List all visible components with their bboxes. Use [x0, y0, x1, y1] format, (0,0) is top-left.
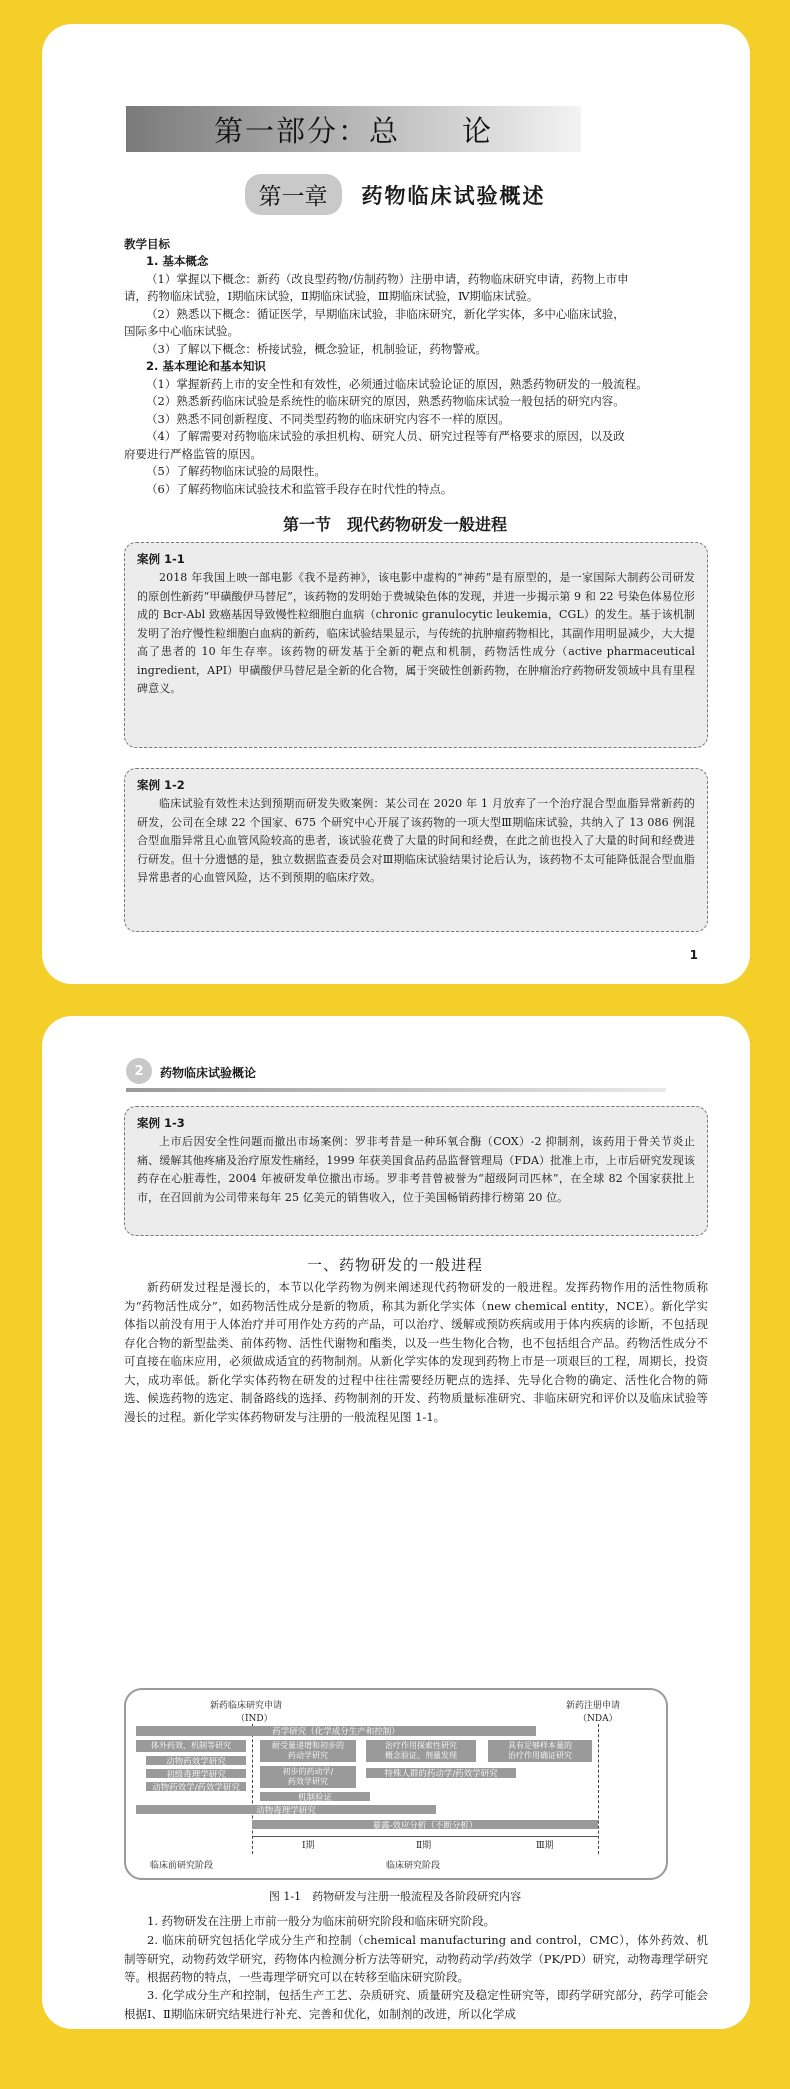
bar-pharma: 药学研究（化学成分生产和控制）: [136, 1726, 536, 1736]
objective-line: （1）掌握以下概念：新药（改良型药物/仿制药物）注册申请，药物临床研究申请，药物上市申: [146, 272, 629, 286]
bar-tox: 初级毒理学研究: [146, 1769, 246, 1778]
page-number: 1: [689, 948, 698, 962]
box-phase3: 具有足够样本量的 治疗作用确证研究: [488, 1740, 592, 1762]
bar-exposure: 暴露-效应分析（不断分析）: [252, 1820, 598, 1829]
case-title: 案例 1-3: [137, 1116, 185, 1130]
nda-divider: [598, 1724, 599, 1854]
list-item: 3. 化学成分生产和控制，包括生产工艺、杂质研究、质量研究及稳定性研究等，即药学研究部分，药学可能会根据Ⅰ、Ⅱ期临床研究结果进行补充、完善和优化，如制剂的改进，所以化学成: [124, 1988, 708, 2021]
case-text: 上市后因安全性问题而撤出市场案例：罗非考昔是一种环氧合酶（COX）-2 抑制剂，该药用于骨关节炎止痛、缓解其他疼痛及治疗原发性痛经，1999 年获美国食品药品监督管理局（FDA）批准上市，上市后研究发现该药存在心脏毒性，2004 年被研发单位撤出市场。罗非考昔曾被誉为“超级阿司匹林”，在全球 82 个国家获批上市，在召回前为公司带来每年 25 亿美元的销售收入，位于美国畅销药排行榜第 20 位。: [137, 1135, 695, 1204]
chapter-heading: [0, 174, 790, 215]
theory-line: （2）熟悉新药临床试验是系统性的临床研究的原因，熟悉药物临床试验一般包括的研究内容。: [146, 394, 625, 408]
theory-line: 府要进行严格监管的原因。: [124, 447, 262, 461]
figure-caption: 图 1-1 药物研发与注册一般流程及各阶段研究内容: [268, 1890, 522, 1903]
list-item: 2. 临床前研究包括化学成分生产和控制（chemical manufacturing and control，CMC），体外药效、机制等研究，动物药效学研究，药物体内检测分析方法等研究，动物药动学/药效学（PK/PD）研究，动物毒理学研究等。根据药物的特点，一些毒理学研究可以在转移至临床研究阶段。: [124, 1933, 708, 1984]
case-box-1-2: [124, 768, 708, 932]
bar-animal-tox: 动物毒理学研究: [136, 1805, 436, 1814]
case-title: 案例 1-1: [137, 552, 185, 566]
objective-line: 国际多中心临床试验。: [124, 324, 239, 338]
basic-concepts-heading: 1. 基本概念: [146, 254, 209, 268]
nda-abbr: （NDA）: [578, 1714, 618, 1724]
case-text: 临床试验有效性未达到预期而研发失败案例：某公司在 2020 年 1 月放弃了一个治疗混合型血脂异常新药的研发，公司在全球 22 个国家、675 个研究中心开展了该药物的一项大型Ⅲ期临床试验，共纳入了 13 086 例混合型血脂异常且心血管风险较高的患者，该试验花费了大量的时间和经费，在此之前也投入了大量的时间和经费进行研发。但十分遗憾的是，独立数据监查委员会对Ⅲ期临床试验结果讨论后认为，该药物不太可能降低混合型血脂异常患者的心血管风险，达不到预期的临床疗效。: [137, 797, 695, 884]
preclinical-stage-label: 临床前研究阶段: [150, 1861, 214, 1871]
bar-pk: 动物药效学研究: [146, 1756, 246, 1765]
ind-divider: [252, 1724, 253, 1854]
theory-line: （3）熟悉不同创新程度、不同类型药物的临床研究内容不一样的原因。: [146, 412, 510, 426]
ind-abbr: （IND）: [236, 1714, 273, 1724]
running-header-number: 2: [126, 1058, 152, 1084]
clinical-stage-label: 临床研究阶段: [386, 1861, 441, 1871]
box-phase1b: 初步的药动学/ 药效学研究: [260, 1766, 356, 1788]
nda-label: 新药注册申请: [566, 1701, 621, 1711]
objectives-heading: 教学目标: [124, 237, 170, 251]
phase-2-label: Ⅱ期: [416, 1841, 432, 1851]
bar-human-pk: 特殊人群的药动学/药效学研究: [366, 1768, 516, 1778]
bar-pkpd: 动物药效学/药效学研究: [146, 1782, 246, 1791]
objective-line: 请，药物临床试验，Ⅰ期临床试验，Ⅱ期临床试验，Ⅲ期临床试验，Ⅳ期临床试验。: [124, 289, 539, 303]
box-phase2: 治疗作用探索性研究 概念验证、剂量发现: [366, 1740, 476, 1762]
case-box-1-3: [124, 1106, 708, 1236]
phase-1-label: Ⅰ期: [302, 1841, 315, 1851]
case-text: 2018 年我国上映一部电影《我不是药神》，该电影中虚构的“神药”是有原型的，是一家国际大制药公司研发的原创性新药“甲磺酸伊马替尼”，该药物的发明始于费城染色体的发现，并进一步揭示第 9 和 22 号染色体易位形成的 Bcr-Abl 致癌基因导致慢性粒细胞白血病（chronic granulocytic leukemia，CGL）的发生。基于该机制发明了治疗慢性粒细胞白血病的新药，临床试验结果显示，与传统的抗肿瘤药物相比，其副作用明显减少，大大提高了患者的 10 年生存率。该药物的研发基于全新的靶点和机制，药物活性成分（active pharmaceutical ingredient，API）甲磺酸伊马替尼是全新的化合物，属于突破性创新药物，在肿瘤治疗药物研发领域中具有里程碑意义。: [137, 571, 695, 695]
header-rule: [126, 1088, 666, 1092]
body-paragraph: 新药研发过程是漫长的，本节以化学药物为例来阐述现代药物研发的一般进程。发挥药物作用的活性物质称为“药物活性成分”，如药物活性成分是新的物质，称其为新化学实体（new chemical entity，NCE）。新化学实体指以前没有用于人体治疗并可用作处方药的产品，可以治疗、缓解或预防疾病或用于体内疾病的诊断，不包括现存化合物的新型盐类、前体药物、活性代谢物和酯类，以及一些生物化合物，也不包括组合产品。药物活性成分不可直接在临床应用，必须做成适宜的药物制剂。从新化学实体的发现到药物上市是一项艰巨的工程，周期长，投资大，成功率低。新化学实体药物在研发的过程中往往需要经历靶点的选择、先导化合物的确定、活性化合物的筛选、候选药物的选定、制备路线的选择、药物制剂的开发、药物质量标准研究、非临床研究和评价以及临床试验等漫长的过程。新化学实体药物研发与注册的一般流程见图 1-1。: [124, 1280, 708, 1424]
objective-line: （2）熟悉以下概念：循证医学，早期临床试验，非临床研究，新化学实体，多中心临床试验，: [146, 307, 625, 321]
chapter-number: 第一章: [245, 174, 342, 215]
objective-line: （3）了解以下概念：桥接试验，概念验证，机制验证，药物警戒。: [146, 342, 487, 356]
list-item: 1. 药物研发在注册上市前一般分为临床前研究阶段和临床研究阶段。: [147, 1914, 496, 1928]
running-header-title: 药物临床试验概论: [160, 1066, 257, 1080]
phase-3-label: Ⅲ期: [536, 1841, 554, 1851]
ind-label: 新药临床研究申请: [210, 1701, 283, 1711]
chapter-title: 药物临床试验概述: [361, 182, 546, 208]
part-title: 第一部分：总 论: [213, 113, 493, 148]
bar-mech: 机制验证: [260, 1792, 370, 1801]
theory-heading: 2. 基本理论和基本知识: [146, 359, 266, 373]
section-title: 第一节 现代药物研发一般进程: [282, 515, 507, 534]
figure-1-1: [124, 1688, 668, 1880]
theory-line: （5）了解药物临床试验的局限性。: [146, 464, 326, 478]
case-title: 案例 1-2: [137, 778, 185, 792]
subsection-title: 一、药物研发的一般进程: [306, 1256, 483, 1274]
theory-line: （4）了解需要对药物临床试验的承担机构、研究人员、研究过程等有严格要求的原因，以及政: [146, 429, 625, 443]
case-box-1-1: [124, 542, 708, 748]
phase-axis: [252, 1836, 598, 1837]
theory-line: （6）了解药物临床试验技术和监管手段存在时代性的特点。: [146, 482, 453, 496]
theory-line: （1）掌握新药上市的安全性和有效性，必须通过临床试验论证的原因，熟悉药物研发的一般流程。: [146, 377, 648, 391]
box-phase1a: 耐受量递增和初步的 药动学研究: [260, 1740, 356, 1762]
box-target: 体外药效、机制等研究: [136, 1740, 246, 1752]
